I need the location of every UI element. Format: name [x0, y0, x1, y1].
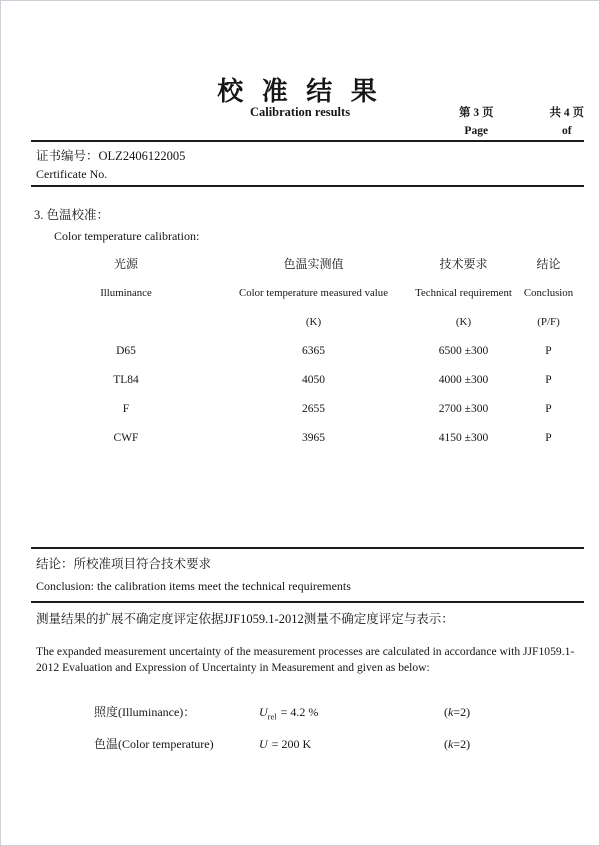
uncertainty-label: 照度(Illuminance)： [94, 705, 196, 719]
col-header-requirement-en: Technical requirement [415, 286, 512, 299]
table-cell-requirement: 4000 ±300 [438, 373, 489, 386]
page-number-cn: 第 3 页 [459, 107, 494, 119]
section-heading-cn: 3. 色温校准： [34, 208, 110, 222]
table-cell-source: D65 [116, 344, 136, 357]
col-unit-measured: (K) [305, 315, 322, 328]
certificate-number-line [36, 146, 185, 164]
conclusion-cn: 结论：所校准项目符合技术要求 [36, 557, 212, 571]
divider [31, 601, 584, 603]
table-cell-measured: 3965 [302, 431, 325, 444]
page-number [459, 104, 494, 137]
col-header-conclusion-en: Conclusion [523, 286, 574, 299]
col-header-measured-en: Color temperature measured value [239, 286, 388, 299]
table-cell-measured: 2655 [302, 402, 325, 415]
uncertainty-value: U = 200 K [259, 737, 312, 751]
uncertainty-value: $U_{rel} = 4.2$ % [259, 705, 319, 722]
table-cell-conclusion: P [545, 344, 552, 357]
uncertainty-basis-en: The expanded measurement uncertainty of the measurement processes are calculated in accordance with JJF1059.1-2012 Evaluation and Expression of Uncertainty in Measurement and given as below: [36, 645, 575, 674]
table-cell-conclusion: P [545, 373, 552, 386]
calibration-table [51, 249, 596, 452]
table-cell-measured: 4050 [302, 373, 325, 386]
certificate-label-cn: 证书编号： [36, 149, 99, 163]
col-header-conclusion-cn: 结论 [536, 257, 561, 271]
col-unit-source [51, 307, 201, 336]
col-header-measured-cn: 色温实测值 [283, 257, 344, 271]
uncertainty-basis-cn: 测量结果的扩展不确定度评定依据JJF1059.1-2012测量不确定度评定与表示： [36, 612, 454, 626]
table-cell-requirement: 4150 ±300 [438, 431, 489, 444]
table-cell-conclusion: P [545, 402, 552, 415]
certificate-number: OLZ2406122005 [98, 149, 186, 163]
table-cell-requirement: 6500 ±300 [438, 344, 489, 357]
col-header-source-cn: 光源 [113, 257, 138, 271]
table-cell-source: TL84 [113, 373, 139, 386]
page-total-en: of [561, 125, 572, 137]
col-unit-requirement: (K) [455, 315, 472, 328]
page-title-en: Calibration results [249, 105, 351, 119]
table-cell-conclusion: P [545, 431, 552, 444]
page-total-cn: 共 4 页 [549, 107, 584, 119]
coverage-factor: (k=2) [444, 705, 471, 719]
certificate-label-en: Certificate No. [36, 167, 108, 181]
table-cell-requirement: 2700 ±300 [438, 402, 489, 415]
divider [31, 547, 584, 549]
col-header-requirement-cn: 技术要求 [439, 257, 488, 271]
divider [31, 185, 584, 187]
uncertainty-label: 色温(Color temperature) [94, 737, 214, 751]
coverage-factor: (k=2) [444, 737, 471, 751]
page-indicator [459, 104, 584, 137]
page-total [550, 104, 585, 137]
page-number-en: Page [464, 125, 489, 137]
page-title: 校 准 结 果 [217, 77, 383, 106]
table-cell-source: CWF [113, 431, 139, 444]
table-cell-source: F [122, 402, 130, 415]
section-heading-en: Color temperature calibration: [54, 229, 200, 243]
divider [31, 140, 584, 142]
col-unit-conclusion: (P/F) [537, 315, 560, 328]
uncertainty-item-color-temperature [94, 735, 574, 753]
uncertainty-item-illuminance [94, 703, 574, 721]
table-cell-measured: 6365 [302, 344, 325, 357]
conclusion-en: Conclusion: the calibration items meet the technical requirements [36, 579, 351, 593]
col-header-source-en: Illuminance [100, 286, 152, 299]
